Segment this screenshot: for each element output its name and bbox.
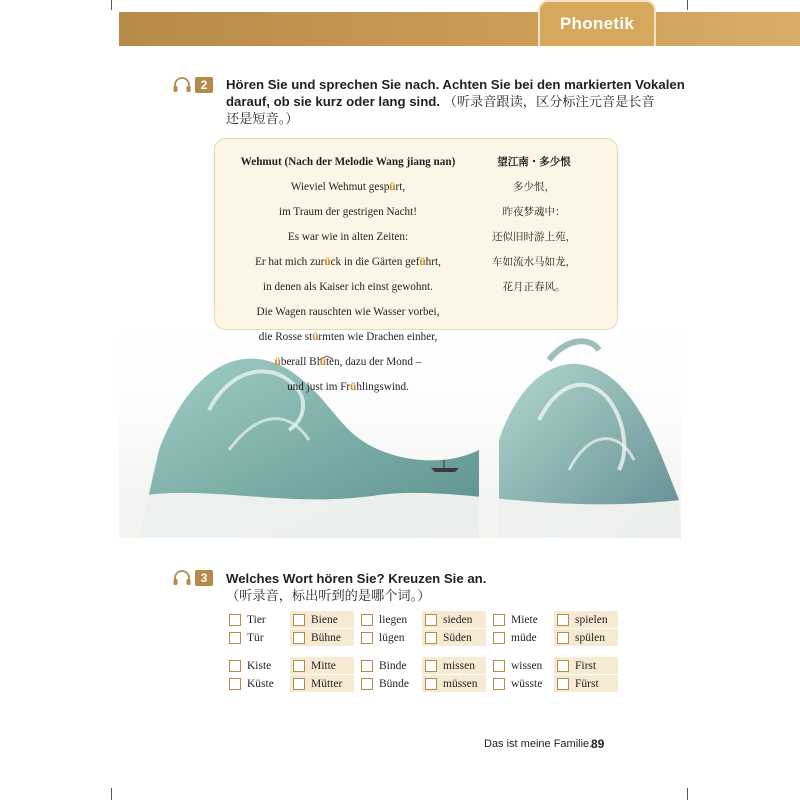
word-option[interactable]: Fürst [554, 675, 618, 692]
word-option[interactable]: sieden [422, 611, 486, 628]
instruction-line: 还是短音。） [226, 111, 299, 126]
word-option[interactable]: lügen [358, 629, 420, 646]
checkbox[interactable] [293, 678, 305, 690]
headphones-icon[interactable] [172, 77, 192, 93]
instruction-line: （听录音，标出听到的是哪个词。） [226, 588, 431, 603]
word-option[interactable]: Süden [422, 629, 486, 646]
poem-title: Wehmut (Nach der Melodie Wang jiang nan) [240, 156, 456, 168]
checkbox[interactable] [493, 660, 505, 672]
word-option[interactable]: müssen [422, 675, 486, 692]
crop-mark [687, 788, 688, 800]
checkbox[interactable] [361, 632, 373, 644]
crop-mark [687, 0, 688, 10]
checkbox[interactable] [493, 632, 505, 644]
poem-line: in denen als Kaiser ich einst gewohnt. [263, 281, 433, 293]
exercise-2-instruction [226, 76, 685, 127]
word-option[interactable]: Mitte [290, 657, 354, 674]
poem-chinese [472, 150, 596, 300]
poem-line: Es war wie in alten Zeiten: [287, 231, 409, 243]
word-option[interactable]: spielen [554, 611, 618, 628]
checkbox[interactable] [361, 678, 373, 690]
footer-text: Das ist meine Familie. [484, 738, 593, 750]
instruction-de: darauf, ob sie kurz oder lang sind. [226, 94, 444, 109]
checkbox[interactable] [361, 660, 373, 672]
poem-german [230, 150, 466, 400]
exercise-2-marker [172, 77, 213, 93]
word-option[interactable]: Kiste [226, 657, 288, 674]
poem-line: und just im Frühlingswind. [287, 381, 409, 393]
checkbox[interactable] [493, 678, 505, 690]
word-option[interactable]: Tür [226, 629, 288, 646]
checkbox[interactable] [293, 614, 305, 626]
exercise-number: 2 [195, 77, 213, 93]
exercise-number: 3 [195, 570, 213, 586]
poem-line: Er hat mich zurück in die Gärten geführt, [255, 256, 441, 268]
word-option[interactable]: müde [490, 629, 552, 646]
header-banner [119, 12, 800, 46]
word-option[interactable]: Küste [226, 675, 288, 692]
instruction-line [226, 93, 685, 110]
word-option[interactable]: Mütter [290, 675, 354, 692]
instruction-line: Hören Sie und sprechen Sie nach. Achten Sie bei den markierten Vokalen [226, 77, 685, 92]
crop-mark [111, 0, 112, 10]
checkbox[interactable] [229, 632, 241, 644]
poem-line-cn: 昨夜梦魂中： [502, 206, 566, 218]
instruction-cn: （听录音跟读，区分标注元音是长音 [443, 94, 655, 109]
checkbox[interactable] [293, 632, 305, 644]
checkbox[interactable] [557, 632, 569, 644]
checkbox[interactable] [229, 678, 241, 690]
checkbox[interactable] [425, 678, 437, 690]
checkbox[interactable] [557, 660, 569, 672]
headphones-icon[interactable] [172, 570, 192, 586]
checkbox[interactable] [557, 678, 569, 690]
poem-line: im Traum der gestrigen Nacht! [279, 206, 417, 218]
word-option[interactable]: Tier [226, 611, 288, 628]
instruction-line: Welches Wort hören Sie? Kreuzen Sie an. [226, 571, 487, 586]
word-option[interactable]: Binde [358, 657, 420, 674]
word-option[interactable]: Biene [290, 611, 354, 628]
word-option[interactable]: wissen [490, 657, 552, 674]
word-option[interactable]: Miete [490, 611, 552, 628]
checkbox[interactable] [229, 660, 241, 672]
checkbox[interactable] [493, 614, 505, 626]
word-option[interactable]: wüsste [490, 675, 552, 692]
page-number: 89 [591, 737, 605, 751]
word-option[interactable]: Bünde [358, 675, 420, 692]
checkbox[interactable] [425, 660, 437, 672]
checkbox[interactable] [557, 614, 569, 626]
poem-line: Die Wagen rauschten wie Wasser vorbei, [256, 306, 440, 318]
exercise-3-marker [172, 570, 213, 586]
poem-line-cn: 车如流水马如龙， [492, 256, 576, 268]
poem-line-cn: 还似旧时游上苑， [492, 231, 576, 243]
poem-line: überall Blüten, dazu der Mond – [274, 356, 422, 368]
word-option[interactable]: Bühne [290, 629, 354, 646]
crop-mark [111, 788, 112, 800]
word-option[interactable]: missen [422, 657, 486, 674]
checkbox[interactable] [229, 614, 241, 626]
word-option[interactable]: liegen [358, 611, 420, 628]
checkbox[interactable] [361, 614, 373, 626]
checkbox[interactable] [425, 614, 437, 626]
exercise-3-instruction [226, 570, 486, 604]
word-option[interactable]: spülen [554, 629, 618, 646]
poem-line-cn: 多少恨， [513, 181, 555, 193]
checkbox[interactable] [425, 632, 437, 644]
section-tab-label: Phonetik [559, 14, 635, 33]
word-option[interactable]: First [554, 657, 618, 674]
poem-title-cn: 望江南・多少恨 [497, 156, 571, 168]
poem-line: die Rosse stürmten wie Drachen einher, [258, 331, 438, 343]
checkbox[interactable] [293, 660, 305, 672]
poem-line: Wieviel Wehmut gespürt, [290, 181, 406, 193]
poem-line-cn: 花月正春风。 [502, 281, 566, 293]
